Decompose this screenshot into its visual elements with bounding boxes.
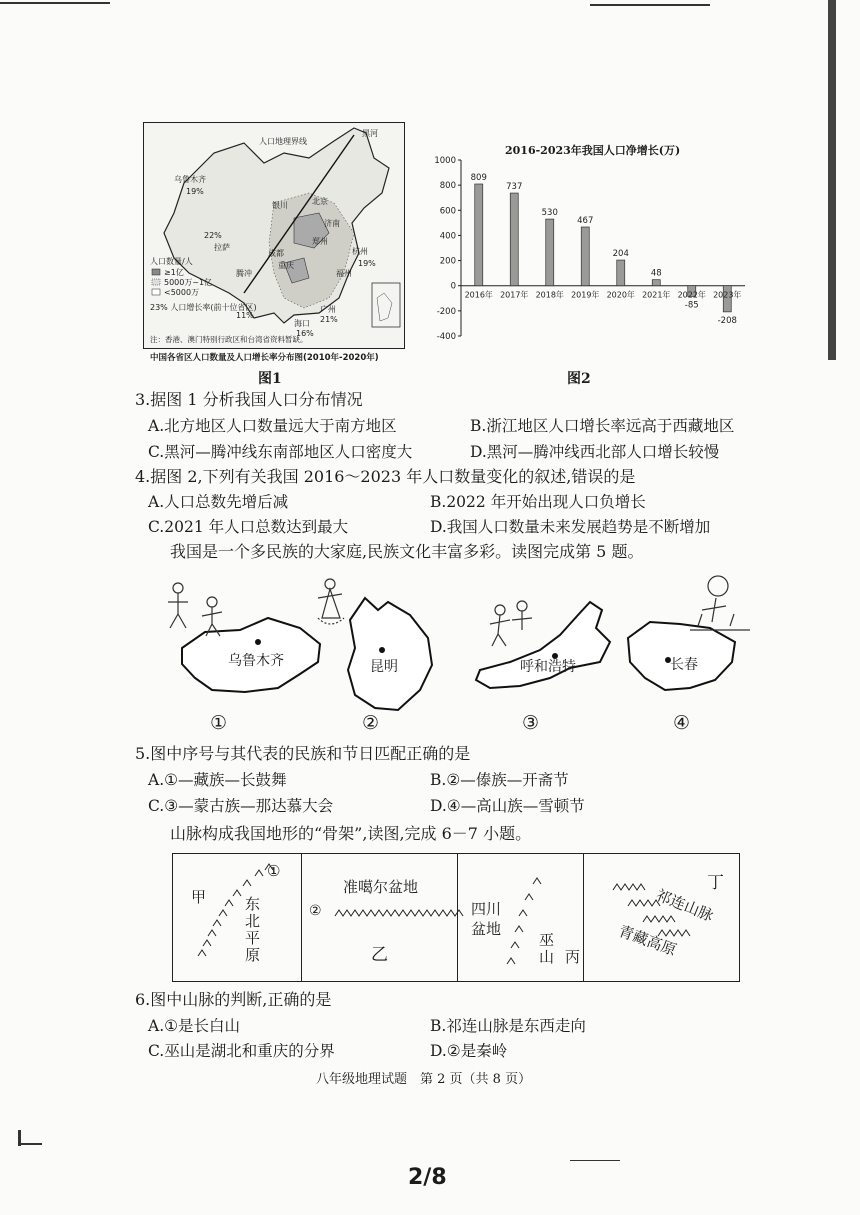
figure1-caption: 图1	[258, 371, 282, 387]
bar-value-label: 204	[612, 249, 629, 260]
scan-top-line	[0, 2, 110, 4]
map-note: 注：香港、澳门特别行政区和台湾省资料暂缺。	[150, 335, 308, 344]
label-yi: 乙	[371, 945, 388, 965]
label-num-1: ①	[267, 862, 281, 880]
city-zhengzhou: 郑州	[312, 237, 328, 246]
intro-q5: 我国是一个多民族的大家庭,民族文化丰富多彩。读图完成第 5 题。	[170, 542, 644, 561]
growth-label: 23% 人口增长率(前十位省区)	[150, 303, 257, 312]
q5-stem: 5.图中序号与其代表的民族和节日匹配正确的是	[135, 744, 471, 763]
figure2-chart	[425, 138, 755, 353]
y-tick-label: 600	[439, 206, 456, 217]
region-number-2: ②	[362, 712, 380, 734]
region-number-3: ③	[522, 712, 540, 734]
label-wushan: 巫山	[539, 931, 555, 966]
x-category-label: 2016年	[464, 290, 493, 300]
legend-box-3	[152, 289, 160, 295]
bar-value-label: -85	[684, 300, 699, 311]
x-category-label: 2018年	[535, 290, 564, 300]
city-haikou: 海口	[294, 319, 310, 328]
bar	[581, 227, 589, 286]
x-category-label: 2023年	[713, 290, 742, 300]
bar-value-label: 530	[541, 208, 558, 219]
q6-option-d[interactable]: D.②是秦岭	[430, 1042, 508, 1060]
mountain-range-3	[507, 878, 541, 964]
region-city-changchun: 长春	[670, 657, 698, 673]
boundary-label: 人口地理界线	[259, 137, 307, 146]
bar-value-label: -208	[717, 315, 737, 326]
pct-label: 16%	[296, 329, 314, 338]
label-bing: 丙	[565, 948, 581, 966]
legend-item: 5000万~1亿	[164, 278, 213, 287]
region-city-urumqi: 乌鲁木齐	[228, 653, 284, 669]
label-num-2: ②	[309, 903, 322, 919]
y-tick-label: 1000	[434, 156, 456, 166]
label-qilian-mountains: 祁连山脉	[653, 885, 716, 926]
region-number-4: ④	[673, 712, 691, 734]
mountain-range-2	[335, 910, 463, 916]
q6-stem: 6.图中山脉的判断,正确的是	[135, 990, 332, 1009]
x-category-label: 2017年	[500, 290, 529, 300]
bar	[475, 184, 483, 286]
y-tick-label: 800	[439, 181, 456, 192]
south-sea-inset	[372, 283, 400, 327]
city-guangzhou: 广州	[320, 305, 336, 314]
q5-option-a[interactable]: A.①—藏族—长鼓舞	[148, 771, 287, 789]
dancer-figures-1	[168, 583, 222, 636]
dancer-figure-2	[318, 579, 344, 624]
scan-right-edge	[828, 0, 836, 360]
bar-value-label: 48	[650, 268, 662, 279]
region-city-kunming: 昆明	[370, 659, 398, 675]
city-dot	[379, 647, 385, 653]
pct-label: 19%	[186, 187, 204, 196]
dancer-figures-3	[490, 601, 532, 646]
city-fuzhou: 福州	[336, 269, 352, 278]
bar-value-label: 809	[470, 173, 487, 184]
label-jia: 甲	[191, 888, 207, 906]
pct-label: 11%	[236, 311, 254, 320]
legend-box-2	[152, 279, 160, 285]
q6-option-c[interactable]: C.巫山是湖北和重庆的分界	[148, 1042, 335, 1060]
q4-option-b[interactable]: B.2022 年开始出现人口负增长	[430, 493, 646, 511]
page-indicator: 2/8	[408, 1165, 447, 1190]
bar	[510, 193, 518, 286]
y-tick-label: -400	[436, 332, 456, 342]
q5-option-b[interactable]: B.②—傣族—开斋节	[430, 771, 569, 789]
legend-item: ≥1亿	[164, 268, 184, 277]
region-outline-yunnan	[348, 598, 432, 710]
mountain-panels	[172, 853, 740, 982]
bar	[546, 219, 554, 286]
scan-bottom-line	[570, 1160, 620, 1161]
bar-value-label: 467	[577, 216, 594, 227]
label-qinghai-tibet-plateau: 青藏高原	[616, 921, 679, 960]
region-number-1: ①	[210, 712, 228, 734]
legend-item: <5000万	[164, 288, 200, 297]
city-heihe: 黑河	[362, 129, 378, 138]
city-jinan: 济南	[324, 219, 340, 228]
city-tengchong: 腾冲	[236, 269, 252, 278]
region-maps	[150, 570, 760, 740]
dancer-figures-4	[690, 576, 750, 630]
china-map-svg	[144, 123, 404, 348]
y-tick-label: 0	[450, 281, 456, 292]
q4-stem: 4.据图 2,下列有关我国 2016～2023 年人口数量变化的叙述,错误的是	[135, 467, 636, 486]
q5-option-c[interactable]: C.③—蒙古族—那达慕大会	[148, 797, 334, 815]
city-urumqi: 乌鲁木齐	[174, 175, 206, 184]
pct-label: 21%	[320, 315, 338, 324]
q4-option-d[interactable]: D.我国人口数量未来发展趋势是不断增加	[430, 518, 711, 536]
legend-title: 人口数量/人	[150, 257, 193, 266]
city-chongqing: 重庆	[278, 261, 294, 270]
page-footer: 八年级地理试题 第 2 页（共 8 页）	[316, 1072, 532, 1087]
x-category-label: 2022年	[677, 290, 706, 300]
region-city-hohhot: 呼和浩特	[520, 659, 576, 675]
q3-option-d[interactable]: D.黑河—腾冲线西北部人口增长较慢	[470, 443, 720, 461]
y-tick-label: 400	[439, 231, 456, 242]
q3-stem: 3.据图 1 分析我国人口分布情况	[135, 390, 363, 409]
chart-title: 2016-2023年我国人口净增长(万)	[505, 144, 681, 157]
legend-box-1	[152, 269, 160, 275]
label-ding: 丁	[707, 873, 724, 893]
q5-option-d[interactable]: D.④—高山族—雪顿节	[430, 797, 585, 815]
figure2-caption: 图2	[567, 371, 591, 387]
label-basin: 盆地	[471, 920, 502, 938]
bar	[652, 280, 660, 286]
q3-option-c[interactable]: C.黑河—腾冲线东南部地区人口密度大	[148, 443, 413, 461]
city-yinchuan: 银川	[272, 201, 288, 210]
q6-option-a[interactable]: A.①是长白山	[148, 1017, 241, 1035]
map-title: 中国各省区人口数量及人口增长率分布图(2010年-2020年)	[150, 353, 379, 363]
y-tick-label: 200	[439, 256, 456, 267]
scan-left-mark	[18, 1143, 42, 1145]
city-chengdu: 成都	[268, 249, 284, 258]
label-sichuan: 四川	[471, 900, 502, 918]
pct-label: 19%	[358, 259, 376, 268]
x-category-label: 2019年	[571, 290, 600, 300]
city-dot	[255, 639, 261, 645]
x-category-label: 2021年	[642, 290, 671, 300]
city-hangzhou: 杭州	[352, 247, 368, 256]
label-northeast-plain: 东北平原	[245, 895, 261, 964]
city-lhasa: 拉萨	[214, 243, 230, 252]
label-junggar-basin: 准噶尔盆地	[343, 878, 419, 896]
bar	[617, 260, 625, 286]
bar-chart-svg	[425, 138, 755, 353]
pct-label: 22%	[204, 231, 222, 240]
scan-top-line-right	[590, 4, 710, 6]
q3-option-b[interactable]: B.浙江地区人口增长率远高于西藏地区	[470, 417, 735, 435]
city-beijing: 北京	[312, 197, 328, 206]
x-category-label: 2020年	[606, 290, 635, 300]
q3-option-a[interactable]: A.北方地区人口数量远大于南方地区	[148, 417, 397, 435]
bar-value-label: 737	[506, 182, 523, 193]
q4-option-c[interactable]: C.2021 年人口总数达到最大	[148, 518, 349, 536]
y-tick-label: -200	[436, 306, 456, 317]
figure1-map	[143, 122, 405, 349]
q4-option-a[interactable]: A.人口总数先增后减	[148, 493, 289, 511]
q6-option-b[interactable]: B.祁连山脉是东西走向	[430, 1017, 586, 1035]
intro-q6-7: 山脉构成我国地形的“骨架”,读图,完成 6－7 小题。	[170, 824, 532, 843]
